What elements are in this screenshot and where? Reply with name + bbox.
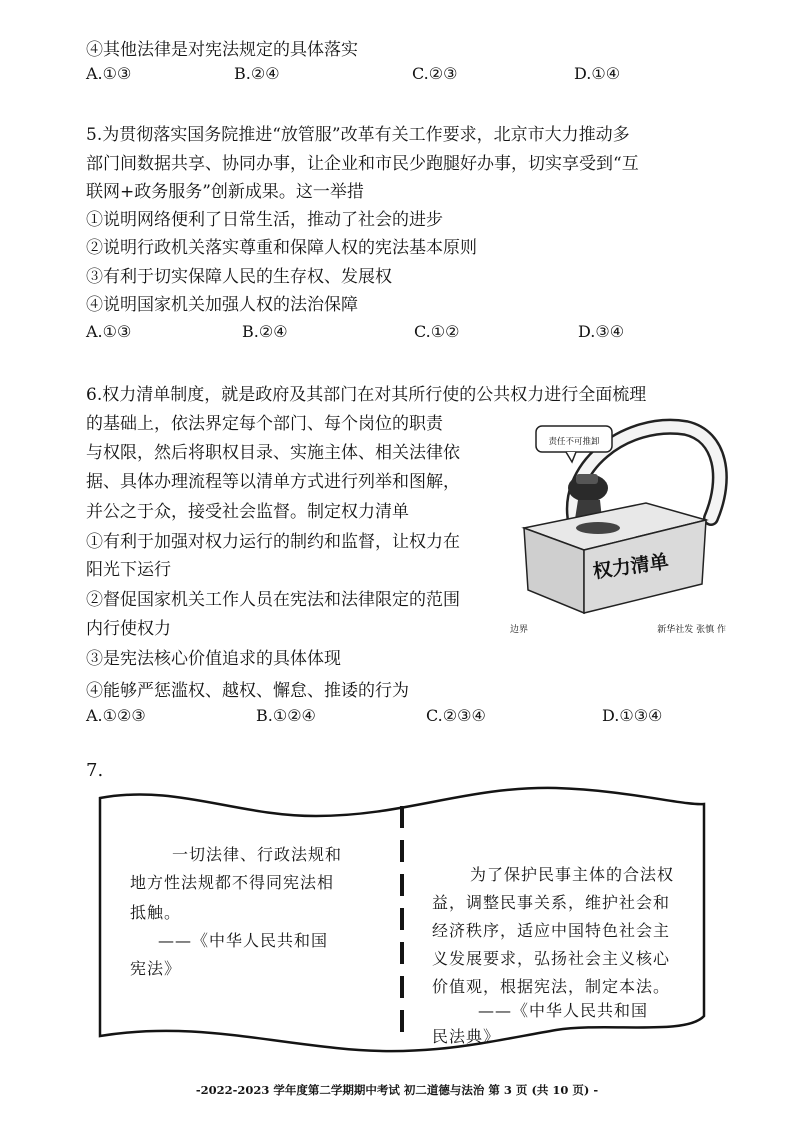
q7-left-line-2: 地方性法规都不得同宪法相 — [130, 873, 335, 892]
q4-options — [86, 64, 686, 88]
cartoon-bubble-text: 责任不可推卸 — [548, 437, 600, 447]
q7-left-line-1: 一切法律、行政法规和 — [172, 845, 343, 864]
q5-item-4: ④说明国家机关加强人权的法治保障 — [86, 295, 358, 315]
q6-options — [86, 706, 686, 730]
cartoon-figure-hat — [576, 474, 598, 484]
q6-item-3: ③是宪法核心价值追求的具体体现 — [86, 649, 341, 669]
q7-number: 7. — [86, 760, 104, 781]
q6-stem-line-4: 据、具体办理流程等以清单方式进行列举和图解， — [86, 472, 460, 492]
q5-option-a: A.①③ — [86, 322, 132, 341]
q6-item-1: ①有利于加强对权力运行的制约和监督，让权力在 — [86, 532, 460, 552]
cartoon-caption-right: 新华社发 张慎 作 — [657, 625, 726, 635]
q7-right-line-7: 民法典》 — [432, 1027, 501, 1046]
cartoon-box-opening — [576, 522, 620, 534]
page-footer: -2022-2023 学年度第二学期期中考试 初二道德与法治 第 3 页 (共 10 页) - — [195, 1083, 599, 1097]
q5-option-c: C.①② — [414, 322, 460, 341]
q7-right-line-5: 价值观，根据宪法，制定本法。 — [432, 977, 671, 996]
q6-item-4: ④能够严惩滥权、越权、懈怠、推诿的行为 — [86, 681, 409, 701]
q6-item-2: ②督促国家机关工作人员在宪法和法律限定的范围 — [86, 590, 460, 610]
q7-left-line-5: 宪法》 — [130, 959, 182, 978]
q6-item-1-cont: 阳光下运行 — [86, 560, 171, 580]
q6-option-d: D.①③④ — [602, 706, 663, 725]
q5-item-2: ②说明行政机关落实尊重和保障人权的宪法基本原则 — [86, 238, 477, 258]
cartoon-caption-left: 边界 — [510, 625, 529, 635]
q4-option-b: B.②④ — [234, 64, 280, 83]
q7-right-line-6: ——《中华人民共和国 — [478, 1001, 649, 1020]
q5-item-1: ①说明网络便利了日常生活，推动了社会的进步 — [86, 210, 443, 230]
q6-stem-line-3: 与权限，然后将职权目录、实施主体、相关法律依 — [86, 443, 460, 463]
q5-stem-line-2: 部门间数据共享、协同办事，让企业和市民少跑腿好办事，切实享受到“互 — [86, 154, 639, 174]
q5-stem-line-3: 联网+政务服务”创新成果。这一举措 — [86, 182, 364, 202]
q5-stem-line-1: 5.为贯彻落实国务院推进“放管服”改革有关工作要求，北京市大力推动多 — [86, 125, 630, 145]
q5-option-b: B.②④ — [242, 322, 288, 341]
q7-right-line-1: 为了保护民事主体的合法权 — [470, 865, 675, 884]
q7-right-line-2: 益，调整民事关系，维护社会和 — [432, 893, 671, 912]
cartoon-bubble-tail — [566, 452, 576, 462]
power-list-cartoon — [506, 408, 730, 640]
q7-right-line-3: 经济秩序，适应中国特色社会主 — [432, 921, 671, 940]
q6-option-a: A.①②③ — [86, 706, 146, 725]
q5-option-d: D.③④ — [578, 322, 625, 341]
q5-item-3: ③有利于切实保障人民的生存权、发展权 — [86, 267, 392, 287]
q6-stem-line-5: 并公之于众，接受社会监督。制定权力清单 — [86, 502, 409, 522]
q4-option-d: D.①④ — [574, 64, 621, 83]
q4-option-a: A.①③ — [86, 64, 132, 83]
q7-left-line-4: ——《中华人民共和国 — [158, 931, 329, 950]
q6-item-2-cont: 内行使权力 — [86, 619, 171, 639]
q6-stem-line-1: 6.权力清单制度，就是政府及其部门在对其所行使的公共权力进行全面梳理 — [86, 385, 647, 405]
q6-option-c: C.②③④ — [426, 706, 486, 725]
q4-option-c: C.②③ — [412, 64, 458, 83]
q6-option-b: B.①②④ — [256, 706, 316, 725]
q6-stem-line-2: 的基础上，依法界定每个部门、每个岗位的职责 — [86, 414, 443, 434]
q4-item-4: ④其他法律是对宪法规定的具体落实 — [86, 40, 358, 60]
q7-left-line-3: 抵触。 — [130, 903, 182, 922]
cartoon-box-label: 权力清单 — [591, 550, 670, 583]
q7-right-line-4: 义发展要求，弘扬社会主义核心 — [432, 949, 671, 968]
q5-options — [86, 322, 686, 346]
